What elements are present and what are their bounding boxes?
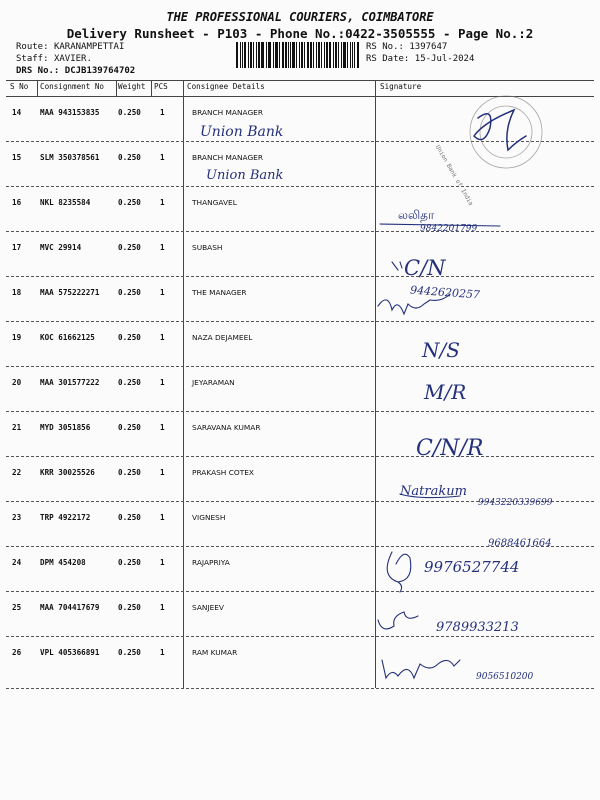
sno-cell: 15 [12,153,22,162]
consignment-cell: SLM 350378561 [40,153,100,162]
rs-no-value: 1397647 [409,42,448,52]
row24-signature-strokes [387,552,411,592]
sno-cell: 14 [12,108,22,117]
consignee-cell: BRANCH MANAGER [192,153,263,162]
consignee-cell: NAZA DEJAMEEL [192,333,253,342]
consignee-cell: RAM KUMAR [192,648,238,657]
rs-date-value: 15-Jul-2024 [414,54,475,64]
consignee-cell: VIGNESH [192,513,226,522]
col-signature-header: Signature [380,82,422,91]
weight-cell: 0.250 [118,153,141,162]
pcs-cell: 1 [160,288,165,297]
sno-cell: 19 [12,333,22,342]
weight-cell: 0.250 [118,648,141,657]
weight-cell: 0.250 [118,288,141,297]
consignee-cell: JEYARAMAN [192,378,235,387]
sno-cell: 21 [12,423,22,432]
consignment-cell: KRR 30025526 [40,468,95,477]
consignment-cell: MAA 704417679 [40,603,100,612]
consignment-cell: VPL 405366891 [40,648,100,657]
pcs-cell: 1 [160,513,165,522]
consignment-cell: MVC 29914 [40,243,82,252]
row14-signature-scrawl [474,110,526,150]
row25-signature-strokes [378,612,418,629]
col-weight-header: Weight [118,82,146,91]
consignee-cell: PRAKASH COTEX [192,468,254,477]
consignment-cell: MAA 301577222 [40,378,100,387]
row17-signature-strokes [392,262,402,270]
consignee-cell: SANJEEV [192,603,224,612]
row16-handwritten-name: லலிதா [398,208,435,222]
row14-handwritten-bank: Union Bank [200,124,284,140]
col-consignee-header: Consignee Details [187,82,265,91]
weight-cell: 0.250 [118,378,141,387]
consignment-cell: MAA 575222271 [40,288,100,297]
consignee-cell: SARAVANA KUMAR [192,423,261,432]
rs-date-label: RS Date: [366,54,410,64]
row22-handwritten-name: Natrakum [400,484,467,499]
weight-cell: 0.250 [118,333,141,342]
row19-handwritten-ns: N/S [422,338,460,362]
pcs-cell: 1 [160,648,165,657]
drs-value: DCJB139764702 [64,66,136,76]
consignment-cell: NKL 8235584 [40,198,91,207]
pcs-cell: 1 [160,378,165,387]
col-consignment-header: Consignment No [40,82,105,91]
weight-cell: 0.250 [118,468,141,477]
sno-cell: 16 [12,198,22,207]
row16-handwritten-phone: 9842201799 [420,224,478,234]
row20-handwritten-mr: M/R [424,380,467,404]
runsheet-title: Delivery Runsheet - P103 - Phone No.:0422-3505555 - Page No.:2 [66,26,534,41]
drs-label: DRS No.: [16,66,60,76]
stamp-label: Union Bank of India [433,144,475,207]
pcs-cell: 1 [160,243,165,252]
consignment-cell: MYD 3051856 [40,423,91,432]
sno-cell: 17 [12,243,22,252]
consignee-cell: RAJAPRIYA [192,558,230,567]
row26-signature-strokes [382,660,460,678]
sno-cell: 18 [12,288,22,297]
consignee-cell: THE MANAGER [192,288,247,297]
sno-cell: 20 [12,378,22,387]
pcs-cell: 1 [160,198,165,207]
row15-handwritten-bank: Union Bank [206,168,284,183]
row26-handwritten-phone: 9056510200 [476,672,534,682]
staff-label: Staff: [16,54,49,64]
pcs-cell: 1 [160,333,165,342]
pcs-cell: 1 [160,558,165,567]
col-sno-header: S No [10,82,29,91]
weight-cell: 0.250 [118,198,141,207]
col-pcs-header: PCS [154,82,168,91]
sno-cell: 22 [12,468,22,477]
weight-cell: 0.250 [118,423,141,432]
pcs-cell: 1 [160,468,165,477]
pcs-cell: 1 [160,423,165,432]
weight-cell: 0.250 [118,603,141,612]
sno-cell: 23 [12,513,22,522]
route-label: Route: [16,42,49,52]
consignee-cell: THANGAVEL [192,198,237,207]
weight-cell: 0.250 [118,513,141,522]
rs-no-label: RS No.: [366,42,404,52]
company-title: THE PROFESSIONAL COURIERS, COIMBATORE [166,10,434,24]
sno-cell: 24 [12,558,22,567]
row18-handwritten-phone: 9442620257 [409,283,481,302]
staff-value: XAVIER. [53,54,92,64]
union-bank-stamp [470,96,542,168]
row17-handwritten-cn: C/N [404,256,446,280]
row22-handwritten-phone: 9943220339699 [478,498,553,508]
sno-cell: 25 [12,603,22,612]
row25-handwritten-phone: 9789933213 [436,620,519,635]
weight-cell: 0.250 [118,108,141,117]
route-value: KARANAMPETTAI [53,42,125,52]
row21-handwritten-cnr: C/N/R [416,436,484,461]
row24-handwritten-phone-a: 9688461664 [488,538,552,549]
weight-cell: 0.250 [118,558,141,567]
consignment-cell: TRP 4922172 [40,513,91,522]
consignment-cell: KOC 61662125 [40,333,95,342]
consignee-cell: BRANCH MANAGER [192,108,263,117]
consignment-cell: MAA 943153835 [40,108,100,117]
consignee-cell: SUBASH [192,243,223,252]
pcs-cell: 1 [160,603,165,612]
pcs-cell: 1 [160,153,165,162]
row24-handwritten-phone-b: 9976527744 [424,558,520,576]
consignment-cell: DPM 454208 [40,558,86,567]
weight-cell: 0.250 [118,243,141,252]
sno-cell: 26 [12,648,22,657]
pcs-cell: 1 [160,108,165,117]
